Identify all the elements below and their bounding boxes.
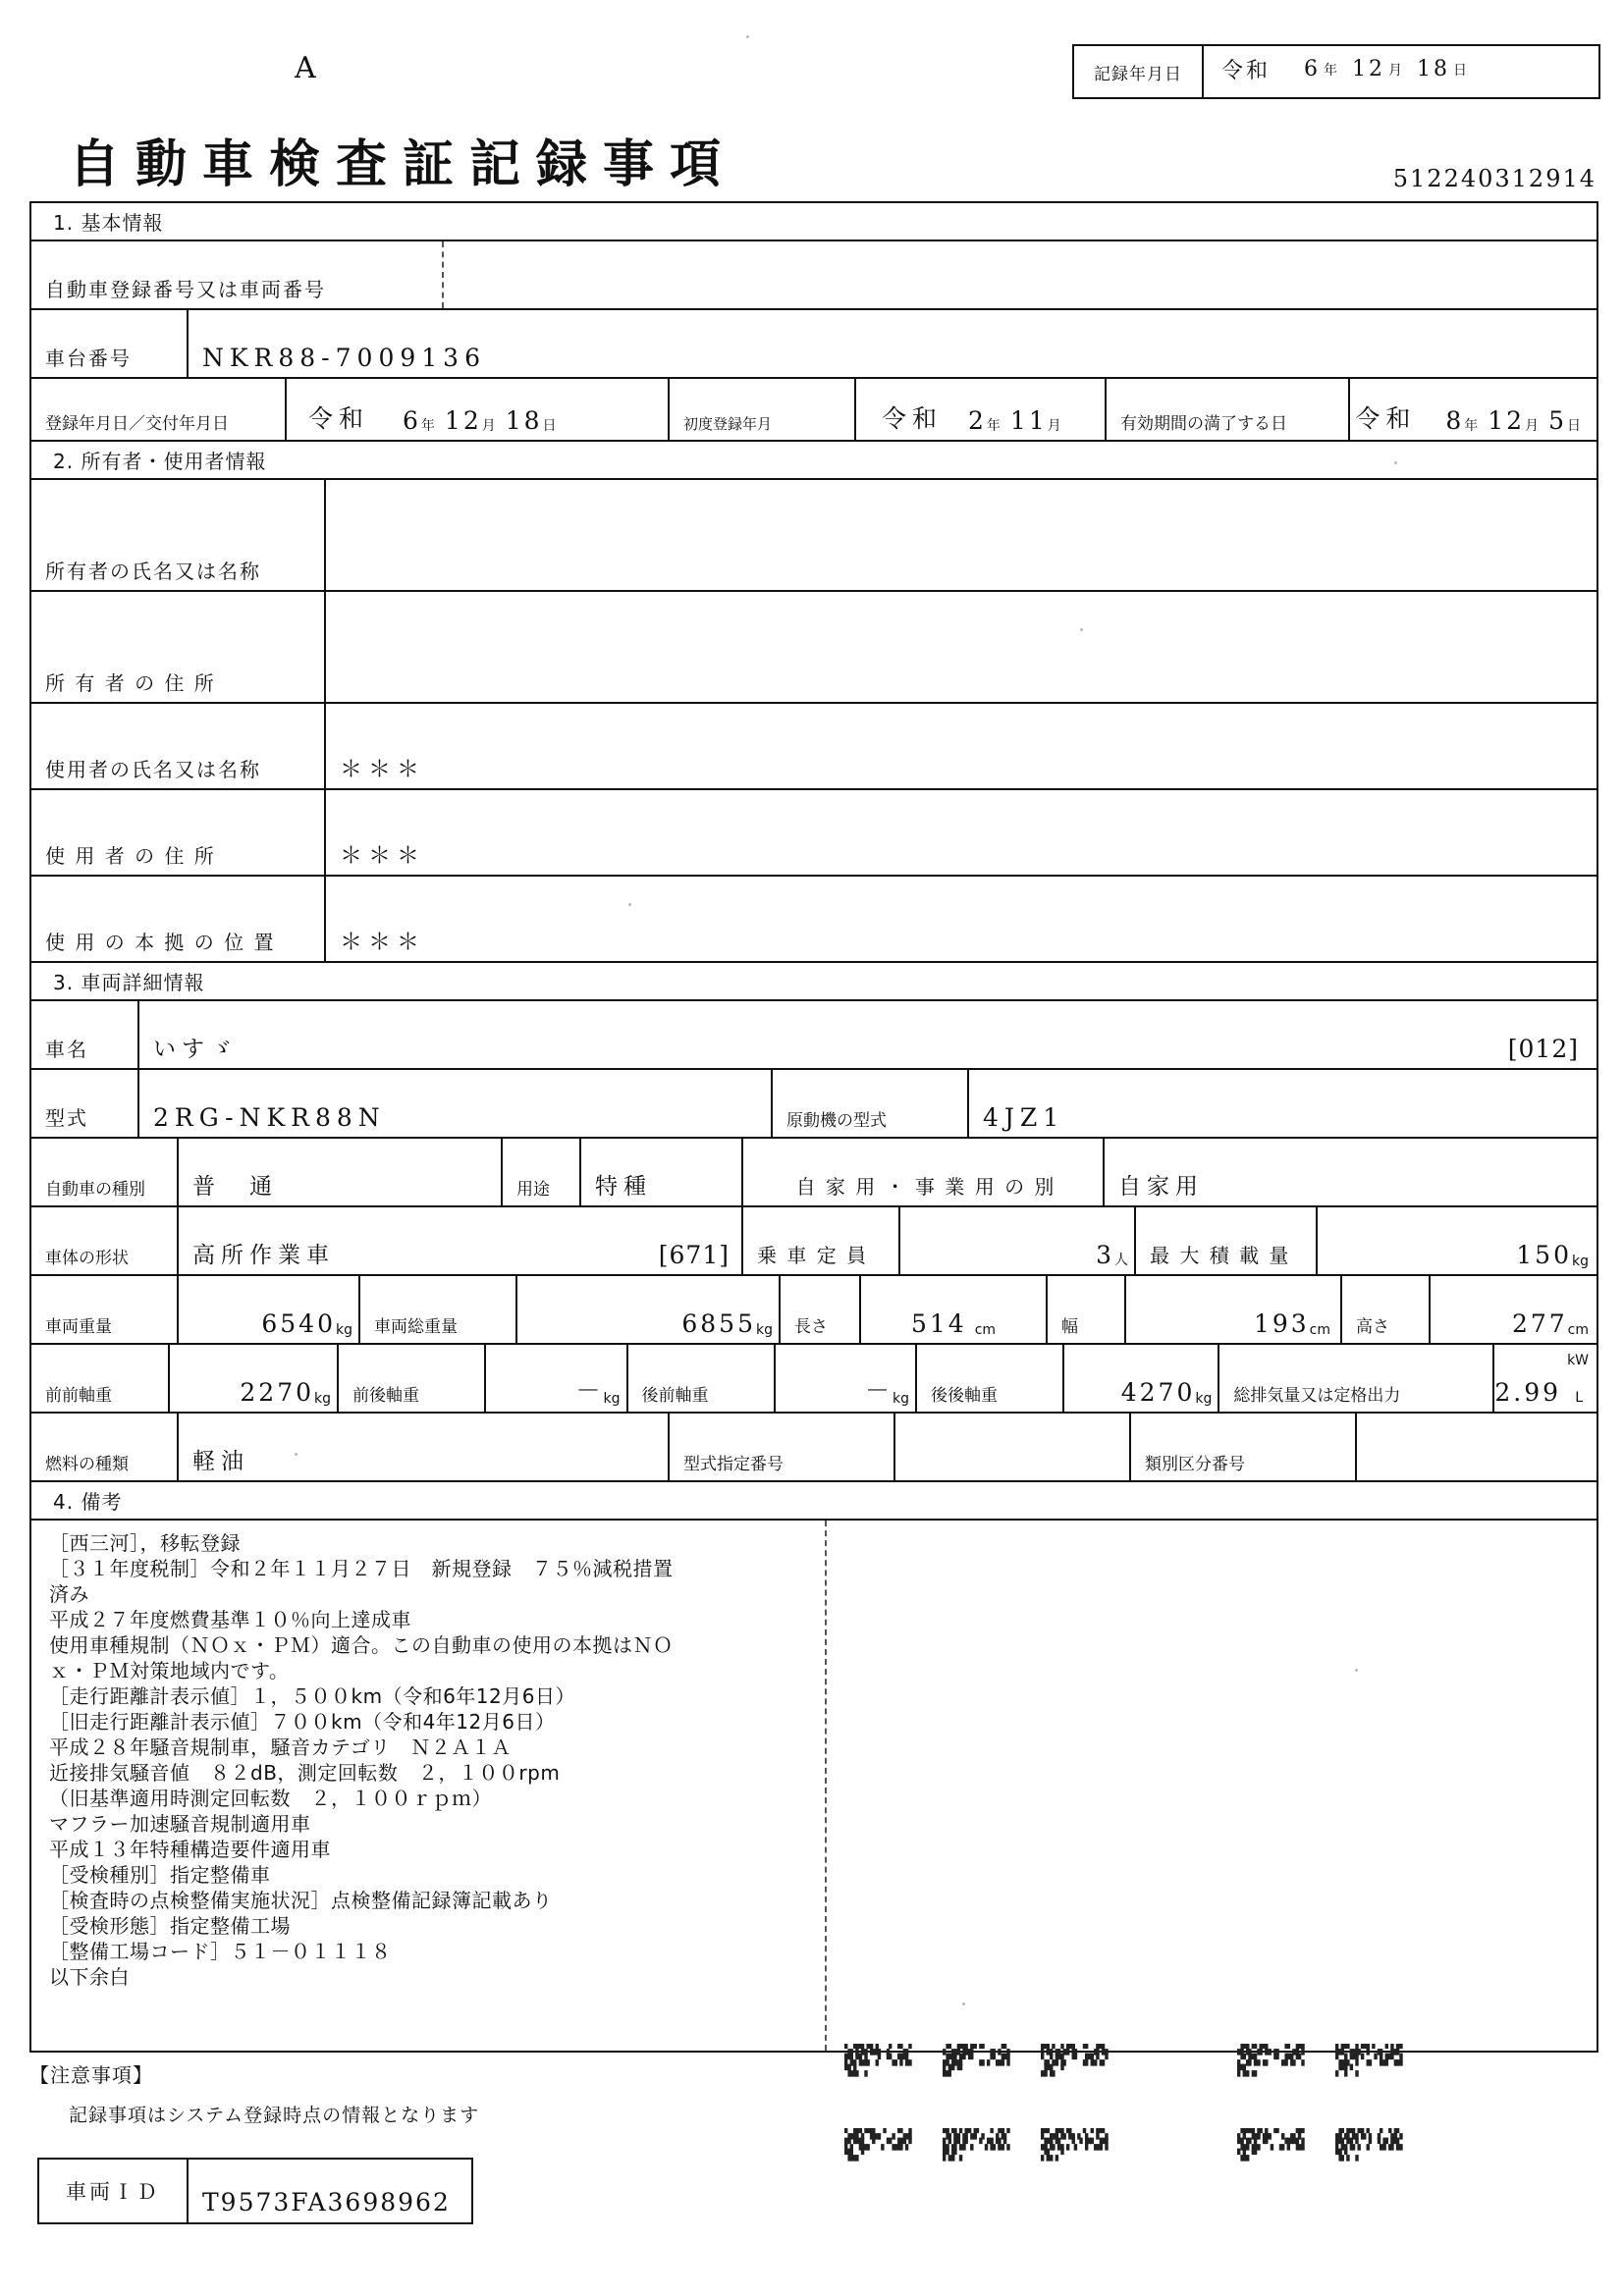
datamatrix-code-4: ▟▜▞▚▛▙▗▖▝▘▟▜▞▚▛▙▗▖▝▘▟▜▞▚▛▙▗▖ <box>1237 2044 1304 2077</box>
record-date-year: 6 <box>1304 57 1322 81</box>
first-registration-month: 11 <box>1009 406 1048 435</box>
remarks-line: ［検査時の点検整備実施状況］点検整備記録簿記載あり <box>49 1889 553 1912</box>
notice-text: 記録事項はシステム登録時点の情報となります <box>69 2105 480 2126</box>
body-shape-label: 車体の形状 <box>31 1207 179 1274</box>
expiry-date-era: 令和 <box>1355 404 1417 433</box>
vehicle-name-value: いすゞ <box>153 1037 239 1062</box>
vehicle-id-box <box>37 2158 473 2224</box>
registration-date-month: 12 <box>444 406 482 435</box>
max-load-unit: kg <box>1572 1254 1589 1269</box>
user-address-value: ＊＊＊ <box>340 843 425 869</box>
length-value: 514 <box>910 1309 967 1338</box>
gross-weight-unit: kg <box>756 1322 773 1338</box>
remarks-line: ［整備工場コード］５１－０１１１８ <box>49 1940 392 1963</box>
engine-model-label: 原動機の型式 <box>773 1070 969 1137</box>
remarks-line: 平成２７年度燃費基準１０％向上達成車 <box>49 1608 411 1631</box>
first-registration-year: 2 <box>968 406 987 435</box>
displacement-output-label: 総排気量又は定格出力 <box>1219 1345 1494 1412</box>
remarks-body <box>31 1521 1597 2053</box>
row-dates <box>31 379 1597 442</box>
displacement-output-unit-bottom: L <box>1575 1390 1584 1406</box>
rear-rear-axle-value: 4270 <box>1120 1378 1196 1407</box>
gross-weight-label: 車両総重量 <box>360 1276 517 1343</box>
registration-date-label: 登録年月日／交付年月日 <box>31 379 287 440</box>
registration-number-label: 自動車登録番号又は車両番号 <box>31 241 444 308</box>
datamatrix-code-3: ▛▙▚▞▟▜▖▝▘▗▛▙▚▞▟▜▖▝▘▗▛▙▚▞▟▜▖▝ <box>1041 2044 1108 2077</box>
record-date-day: 18 <box>1417 57 1451 81</box>
expiry-date-day: 5 <box>1548 406 1567 435</box>
document-title: 自動車検査証記録事項 <box>69 135 737 194</box>
row-owner-name <box>31 480 1597 592</box>
max-load-value: 150 <box>1516 1241 1572 1269</box>
front-rear-axle-label: 前後軸重 <box>339 1345 486 1412</box>
usage-label: 用途 <box>503 1139 581 1205</box>
row-weights-dimensions <box>31 1276 1597 1345</box>
remarks-line: 使用車種規制（ＮＯｘ・ＰＭ）適合。この自動車の使用の本拠はＮＯ <box>49 1633 674 1657</box>
serial-number: 512240312914 <box>1392 165 1597 192</box>
registration-number-value <box>444 241 1597 308</box>
chassis-number-label: 車台番号 <box>31 310 189 377</box>
engine-model-value: 4JZ1 <box>983 1103 1065 1132</box>
remarks-line: （旧基準適用時測定回転数 ２，１００ｒｐｍ） <box>49 1787 492 1810</box>
registration-date-year: 6 <box>403 406 421 435</box>
registration-date-month-unit: 月 <box>481 418 496 434</box>
front-rear-axle-unit: kg <box>603 1391 621 1407</box>
displacement-output-value: 2.99 <box>1494 1378 1562 1407</box>
datamatrix-code-7: ▜▞▙▚▛▟▘▖▝▗▜▞▙▚▛▟▘▖▝▗▜▞▙▚▛▟▘▖ <box>943 2128 1009 2162</box>
rear-front-axle-unit: kg <box>892 1391 909 1407</box>
row-vehicle-name <box>31 1001 1597 1070</box>
remarks-line: ［走行距離計表示値］１，５００km（令和6年12月6日） <box>49 1684 575 1708</box>
row-type-usage <box>31 1139 1597 1207</box>
body-shape-code: [671] <box>658 1241 730 1269</box>
section1-heading: 1. 基本情報 <box>31 203 1597 241</box>
height-unit: cm <box>1567 1322 1589 1338</box>
model-label: 型式 <box>31 1070 139 1137</box>
rear-rear-axle-unit: kg <box>1195 1391 1213 1407</box>
usage-value: 特種 <box>581 1139 743 1205</box>
row-owner-address <box>31 592 1597 704</box>
remarks-blank-column <box>827 1521 1597 2051</box>
expiry-date-month-unit: 月 <box>1525 418 1540 434</box>
section3-heading: 3. 車両詳細情報 <box>31 963 1597 1001</box>
row-axle-weights <box>31 1345 1597 1414</box>
owner-name-value <box>326 480 1597 590</box>
expiry-date-month: 12 <box>1488 406 1526 435</box>
remarks-line: ［３１年度税制］令和２年１１月２７日 新規登録 ７５％減税措置 <box>49 1557 674 1580</box>
row-fuel-designation <box>31 1414 1597 1482</box>
section2-heading: 2. 所有者・使用者情報 <box>31 442 1597 480</box>
length-unit: cm <box>974 1322 997 1338</box>
length-label: 長さ <box>781 1276 861 1343</box>
remarks-text-column <box>31 1521 827 2051</box>
datamatrix-code-9: ▞▛▜▟▚▙▝▘▖▗▞▛▜▟▚▙▝▘▖▗▞▛▜▟▚▙▝▘ <box>1237 2128 1304 2162</box>
remarks-line: 平成１３年特種構造要件適用車 <box>49 1838 331 1861</box>
seating-capacity-unit: 人 <box>1114 1253 1128 1268</box>
rear-rear-axle-label: 後後軸重 <box>917 1345 1064 1412</box>
row-registration-number <box>31 241 1597 310</box>
height-label: 高さ <box>1342 1276 1431 1343</box>
user-name-value: ＊＊＊ <box>340 757 425 782</box>
record-date-month: 12 <box>1352 57 1386 81</box>
remarks-line: 近接排気騒音値 ８２dB，測定回転数 ２，１００rpm <box>49 1761 561 1785</box>
gross-weight-value: 6855 <box>681 1309 756 1338</box>
page-mark: A <box>295 51 316 85</box>
chassis-number-value: NKR88-7009136 <box>202 344 486 372</box>
record-date-year-unit: 年 <box>1324 62 1341 79</box>
remarks-line: 済み <box>49 1582 89 1606</box>
certificate-table <box>29 201 1598 2053</box>
row-user-address <box>31 790 1597 877</box>
category-classification-number-value <box>1357 1414 1597 1480</box>
vehicle-id-label: 車両ＩＤ <box>39 2160 189 2222</box>
front-front-axle-value: 2270 <box>240 1378 315 1407</box>
rear-front-axle-label: 後前軸重 <box>628 1345 776 1412</box>
datamatrix-code-6: ▚▟▛▞▜▙▖▘▗▝▚▟▛▞▜▙▖▘▗▝▚▟▛▞▜▙▖▘ <box>844 2128 911 2162</box>
vehicle-name-label: 車名 <box>31 1001 139 1068</box>
first-registration-year-unit: 年 <box>986 418 1001 434</box>
record-date-era: 令和 <box>1221 59 1272 83</box>
record-date-box <box>1072 44 1600 99</box>
body-shape-value: 高所作業車 <box>192 1243 335 1268</box>
fuel-type-label: 燃料の種類 <box>31 1414 179 1480</box>
base-location-value: ＊＊＊ <box>340 930 425 955</box>
model-value: 2RG-NKR88N <box>139 1070 773 1137</box>
front-front-axle-label: 前前軸重 <box>31 1345 170 1412</box>
user-address-label: 使 用 者 の 住 所 <box>31 790 326 875</box>
expiry-date-year-unit: 年 <box>1464 418 1479 434</box>
remarks-line: ［受検形態］指定整備工場 <box>49 1914 291 1938</box>
width-value: 193 <box>1253 1309 1310 1338</box>
row-base-location <box>31 877 1597 963</box>
vehicle-weight-value: 6540 <box>261 1309 336 1338</box>
width-unit: cm <box>1309 1322 1330 1338</box>
record-date-value <box>1204 46 1598 97</box>
registration-date-era: 令和 <box>308 404 370 433</box>
notice-title: 【注意事項】 <box>29 2063 153 2087</box>
remarks-line: 平成２８年騒音規制車，騒音カテゴリ Ｎ２Ａ１Ａ <box>49 1735 512 1759</box>
row-body-capacity <box>31 1207 1597 1276</box>
registration-date-day: 18 <box>505 406 543 435</box>
remarks-line: マフラー加速騒音規制適用車 <box>49 1812 311 1836</box>
category-classification-number-label: 類別区分番号 <box>1131 1414 1357 1480</box>
private-business-label: 自 家 用 ・ 事 業 用 の 別 <box>743 1139 1105 1205</box>
seating-capacity-value: 3 <box>1096 1241 1114 1269</box>
rear-front-axle-value: － <box>864 1376 893 1405</box>
remarks-line: ［受検種別］指定整備車 <box>49 1863 271 1887</box>
vehicle-id-value: T9573FA3698962 <box>202 2188 451 2216</box>
width-label: 幅 <box>1048 1276 1126 1343</box>
record-date-day-unit: 日 <box>1453 62 1471 79</box>
datamatrix-code-10: ▟▚▛▙▜▞▖▗▘▝▟▚▛▙▜▞▖▗▘▝▟▚▛▙▜▞▖▗ <box>1335 2128 1402 2162</box>
datamatrix-code-5: ▙▛▚▟▞▜▝▗▖▘▙▛▚▟▞▜▝▗▖▘▙▛▚▟▞▜▝▗ <box>1335 2044 1402 2077</box>
model-designation-number-label: 型式指定番号 <box>670 1414 895 1480</box>
seating-capacity-label: 乗 車 定 員 <box>743 1207 900 1274</box>
first-registration-label: 初度登録年月 <box>670 379 856 440</box>
height-value: 277 <box>1511 1309 1568 1338</box>
vehicle-type-label: 自動車の種別 <box>31 1139 179 1205</box>
registration-date-year-unit: 年 <box>420 418 435 434</box>
model-designation-number-value <box>895 1414 1131 1480</box>
private-business-value: 自家用 <box>1118 1174 1204 1200</box>
vehicle-weight-unit: kg <box>336 1322 352 1338</box>
remarks-line: ［旧走行距離計表示値］７００km（令和4年12月6日） <box>49 1710 556 1734</box>
expiry-date-label: 有効期間の満了する日 <box>1107 379 1350 440</box>
fuel-type-value: 軽油 <box>179 1414 670 1480</box>
expiry-date-year: 8 <box>1445 406 1465 435</box>
row-chassis-number <box>31 310 1597 379</box>
datamatrix-code-8: ▛▚▟▜▞▙▗▝▖▘▛▚▟▜▞▙▗▝▖▘▛▚▟▜▞▙▗▝ <box>1041 2128 1108 2162</box>
remarks-line: ［西三河］，移転登録 <box>49 1531 241 1555</box>
record-date-label: 記録年月日 <box>1074 46 1204 97</box>
datamatrix-code-2: ▞▚▟▜▙▛▝▘▗▖▞▚▟▜▙▛▝▘▗▖▞▚▟▜▙▛▝▘ <box>943 2044 1009 2077</box>
max-load-label: 最 大 積 載 量 <box>1136 1207 1318 1274</box>
front-front-axle-unit: kg <box>314 1391 332 1407</box>
user-name-label: 使用者の氏名又は名称 <box>31 704 326 788</box>
vehicle-type-value: 普 通 <box>179 1139 503 1205</box>
base-location-label: 使 用 の 本 拠 の 位 置 <box>31 877 326 961</box>
first-registration-month-unit: 月 <box>1047 418 1061 434</box>
row-model <box>31 1070 1597 1139</box>
front-rear-axle-value: － <box>575 1376 604 1405</box>
expiry-date-day-unit: 日 <box>1567 418 1581 434</box>
row-user-name <box>31 704 1597 790</box>
vehicle-name-code: [012] <box>1507 1035 1579 1063</box>
registration-date-day-unit: 日 <box>542 418 557 434</box>
owner-address-label: 所 有 者 の 住 所 <box>31 592 326 702</box>
owner-address-value <box>326 592 1597 702</box>
vehicle-weight-label: 車両重量 <box>31 1276 179 1343</box>
remarks-line: 以下余白 <box>49 1965 130 1989</box>
owner-name-label: 所有者の氏名又は名称 <box>31 480 326 590</box>
displacement-output-unit-top: kW <box>1567 1353 1590 1368</box>
remarks-line: ｘ・ＰＭ対策地域内です。 <box>49 1659 290 1682</box>
section4-heading: 4. 備考 <box>31 1482 1597 1521</box>
first-registration-era: 令和 <box>882 404 944 433</box>
datamatrix-code-1: ▚▞▛▙▜▟▖▗▘▝▚▞▛▙▜▟▖▗▘▝▚▞▛▙▜▟▖▗ <box>844 2044 911 2077</box>
record-date-month-unit: 月 <box>1388 62 1406 79</box>
